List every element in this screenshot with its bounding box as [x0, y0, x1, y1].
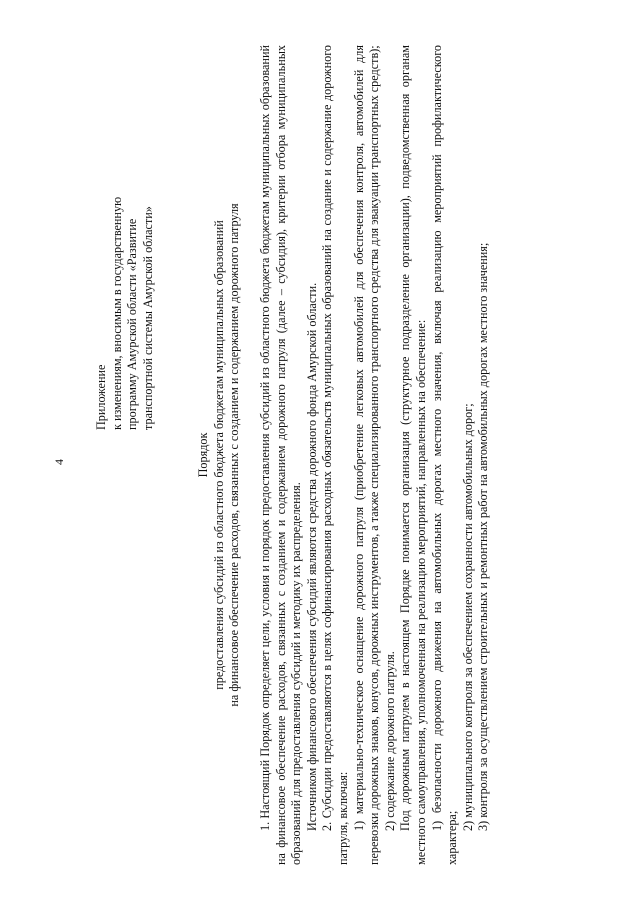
appendix-line: программу Амурской области «Развитие: [125, 218, 140, 430]
list-item: 3) контроля за осуществлением строительных и ремонтных работ на автомобильных дорогах местного значения;: [476, 242, 491, 831]
paragraph-patrol-definition: Под дорожным патрулем в настоящем Порядке понимается организация (структурное подразделение организации), подведомственная органам местного самоуправления, уполномоченная на реализацию мероприятий, направленных на обеспечение:: [398, 45, 428, 865]
paragraph-1: 1. Настоящий Порядок определяет цели, условия и порядок предоставления субсидий из областного бюджета бюджетам муниципальных образований на финансовое обеспечение расходов, связанных с созданием и содержанием дорожного патруля (далее – субсидия), критерии отбора муниципальных образований для предоставления субсидий и методику их распределения.: [258, 45, 304, 865]
appendix-line: Приложение: [94, 364, 108, 430]
paragraph-2: 2. Субсидии предоставляются в целях софинансирования расходных обязательств муниципальных образований на создание и содержание дорожного патруля, включая:: [320, 45, 350, 865]
list-item: 1) материально-техническое оснащение дорожного патруля (приобретение легковых автомобилей для обеспечения контроля, автомобилей для перевозки дорожных знаков, конусов, дорожных инструментов, а также специализированного транспортного средства для эвакуации транспортных средств);: [351, 45, 382, 865]
appendix-block: [94, 70, 156, 430]
heading-subtitle-line: предоставления субсидий из областного бюджета бюджетам муниципальных образований: [211, 220, 226, 690]
heading-subtitle-line: на финансовое обеспечение расходов, связанных с созданием и содержанием дорожного патруля: [227, 203, 242, 707]
document-body: [258, 45, 492, 865]
list-item: 1) безопасности дорожного движения на автомобильных дорогах местного значения, включая реализацию мероприятий профилактического характера;: [429, 45, 460, 865]
appendix-line: к изменениям, вносимым в государственную: [109, 196, 124, 430]
appendix-line: транспортной системы Амурской области»: [140, 206, 155, 430]
list-item: 2) содержание дорожного патруля.: [382, 651, 397, 831]
list-item: 2) муниципального контроля за обеспечением сохранности автомобильных дорог;: [460, 403, 475, 831]
heading-title: Порядок: [196, 432, 210, 478]
page-number: 4: [52, 459, 66, 465]
paragraph-funding-source: Источником финансового обеспечения субсидий являются средства дорожного фонда Амурской области.: [304, 282, 319, 831]
document-heading: [196, 45, 243, 865]
